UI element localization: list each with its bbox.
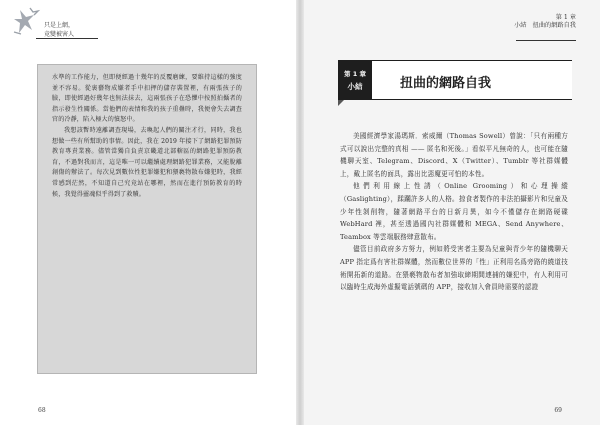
section-title-bar xyxy=(372,60,572,100)
running-chapter: 第 1 章 xyxy=(555,14,576,21)
left-page xyxy=(0,0,296,425)
header-rule xyxy=(36,38,98,39)
box-paragraph-1: 水準的工作能力，但即便經過十幾年的反覆磨練，要維持這樣的強度並不容易。從裏藝物成嫌者手中扣押的儲存裝置裡，有兩張孩子的臉，即使經過好幾年也無法抹去，這兩張孩子在恐懼中按照拍攝者的指示發生性關係。當他們的表情和我的孩子重疊時，我便會失去調查官的冷靜，陷入極大的憤怒中。 xyxy=(52,74,242,124)
right-page xyxy=(304,0,600,425)
body-text xyxy=(340,130,568,294)
body-paragraph-3: 儘管目前政府多方努力，例如將受害者主要為兒童與青少年的隨機聊天 APP 指定爲有害社群媒體，然而數位世界的「性」正利用名爲旁路的繞道技術開拓新的道路。在猥褻物散布者加強取締期間連捕的嫌犯中，有人利用可以臨時生成海外虛擬電話號碼的 APP，接收加入會員時需要的認證 xyxy=(340,245,568,292)
running-chapter-subtitle: 小結 扭曲的網路自我 xyxy=(514,22,576,29)
left-running-header xyxy=(10,6,130,56)
chapter-tag-fold xyxy=(338,100,344,106)
running-figure-icon xyxy=(10,6,44,46)
box-paragraph-2: 我想該暫時遠離調查現場，去喚起人們的關注才行，同時，我也想做一些有所幫助的事情。因此，我在 2019 年接下了網路犯罪預防教育專責業務。儘管當獨自負責京畿道北部轄區的網路犯罪預防教育，不過對我而言，這是唯一可以繼續處理網路犯罪業務，又能脫離創傷的辦法了。每次見到數位性犯罪嫌犯和猥褻物散布嫌犯時，我經常感到茫然，不知道自己究竟站在哪裡，然而在進行預防教育的時候，我覺得靈魂似乎得到了救贖。 xyxy=(52,126,242,198)
right-running-header xyxy=(514,14,576,30)
body-paragraph-1: 美國經濟學家湯瑪斯．索威爾（Thomas Sowell）曾說：「只有兩種方式可以說出完整的真相 —— 匿名和死後。」看似平凡無奇的人，也可能在隨機聊天室、Telegram、Discord、X（Twitter）、Tumblr 等社群媒體上，戴上匿名的面具，露出比惡魔更可怕的本性。 xyxy=(340,132,568,178)
quoted-text-box xyxy=(37,64,257,374)
chapter-tag xyxy=(338,60,372,100)
page-number-left: 68 xyxy=(38,407,46,414)
chapter-tag-number: 第 1 章 xyxy=(343,70,367,78)
body-paragraph-2: 他們利用線上性誘（Online Grooming）和心理操縱（Gaslighting），蹂躪許多人的人格。掠食者製作的非法拍攝影片和兒童及少年性剝削物，隨著網路平台的日新月異，如今不僅儲存在網路硬碟 WebHard 裡，甚至透過國內社群媒體和 MEGA、Send Anywhere、Teambox 等雲端服務肆意散布。 xyxy=(340,182,568,241)
book-gutter xyxy=(296,0,304,425)
chapter-tag-label: 小結 xyxy=(347,82,363,91)
header-rule-right xyxy=(516,40,576,41)
section-title: 扭曲的網路自我 xyxy=(400,76,492,91)
series-title-line1: 只是上網， xyxy=(44,22,75,29)
page-number-right: 69 xyxy=(554,407,562,414)
series-title-line2: 竟變被害人 xyxy=(44,31,75,38)
